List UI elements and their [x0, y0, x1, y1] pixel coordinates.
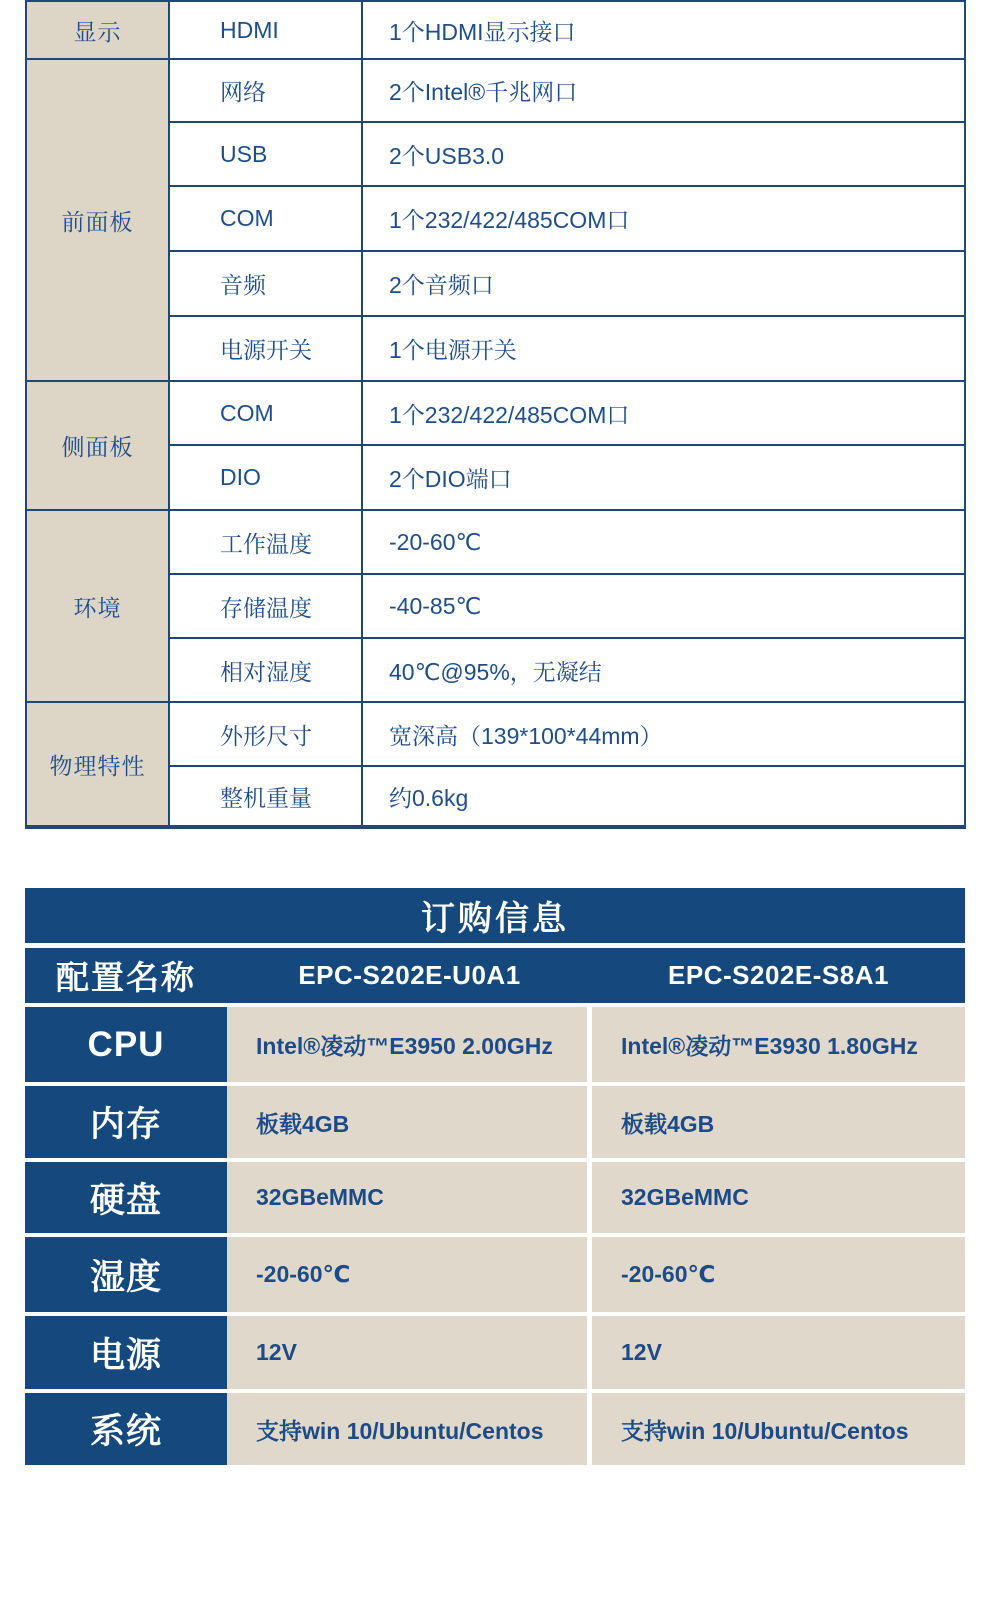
row-value-a: 12V	[227, 1316, 592, 1389]
spec-table	[25, 0, 966, 829]
row-value-a: -20-60℃	[227, 1237, 592, 1312]
order-row-cpu	[25, 1007, 965, 1082]
spec-item: COM	[170, 187, 363, 252]
order-row-memory	[25, 1086, 965, 1158]
config-name-label: 配置名称	[56, 959, 196, 996]
spec-category-environment: 环境	[27, 511, 170, 703]
spec-value: 2个DIO端口	[363, 446, 964, 511]
row-label: 硬盘	[25, 1162, 227, 1233]
spec-item: 相对湿度	[170, 639, 363, 703]
spec-value: 1个HDMI显示接口	[363, 2, 964, 60]
spec-category-physical: 物理特性	[27, 703, 170, 827]
spec-item: HDMI	[170, 2, 363, 60]
spec-item: DIO	[170, 446, 363, 511]
model-b-name: EPC-S202E-S8A1	[668, 960, 889, 990]
row-label: 湿度	[25, 1237, 227, 1312]
row-label: CPU	[25, 1007, 227, 1082]
spec-category-front-panel: 前面板	[27, 60, 170, 382]
spec-item: 网络	[170, 60, 363, 123]
spec-item: USB	[170, 123, 363, 187]
row-value-b: 支持win 10/Ubuntu/Centos	[592, 1393, 965, 1465]
row-label: 电源	[25, 1316, 227, 1389]
spec-value: 1个232/422/485COM口	[363, 187, 964, 252]
spec-category-side-panel: 侧面板	[27, 382, 170, 511]
row-value-b: 12V	[592, 1316, 965, 1389]
spec-category-display: 显示	[27, 2, 170, 60]
spec-item: 电源开关	[170, 317, 363, 382]
order-row-humidity	[25, 1237, 965, 1312]
row-label: 内存	[25, 1086, 227, 1158]
row-value-a: 支持win 10/Ubuntu/Centos	[227, 1393, 592, 1465]
spec-value: 1个电源开关	[363, 317, 964, 382]
spec-item: 整机重量	[170, 767, 363, 827]
spec-item: 工作温度	[170, 511, 363, 575]
order-row-storage	[25, 1162, 965, 1233]
order-table-title: 订购信息	[25, 888, 965, 943]
spec-item: 存储温度	[170, 575, 363, 639]
spec-value: 2个USB3.0	[363, 123, 964, 187]
row-label: 系统	[25, 1393, 227, 1465]
order-row-os	[25, 1393, 965, 1465]
spec-value: 2个Intel®千兆网口	[363, 60, 964, 123]
spec-value: -40-85℃	[363, 575, 964, 639]
row-value-b: 板载4GB	[592, 1086, 965, 1158]
spec-value: 40℃@95%，无凝结	[363, 639, 964, 703]
model-a-name: EPC-S202E-U0A1	[298, 960, 521, 990]
spec-value: 宽深高（139*100*44mm）	[363, 703, 964, 767]
spec-value: 2个音频口	[363, 252, 964, 317]
order-table	[25, 888, 965, 1469]
row-value-a: Intel®凌动™E3950 2.00GHz	[227, 1007, 592, 1082]
spec-item: 音频	[170, 252, 363, 317]
row-value-b: 32GBeMMC	[592, 1162, 965, 1233]
spec-item: COM	[170, 382, 363, 446]
row-value-b: Intel®凌动™E3930 1.80GHz	[592, 1007, 965, 1082]
spec-value: 1个232/422/485COM口	[363, 382, 964, 446]
spec-value: -20-60℃	[363, 511, 964, 575]
spec-value: 约0.6kg	[363, 767, 964, 827]
spec-item: 外形尺寸	[170, 703, 363, 767]
row-value-a: 32GBeMMC	[227, 1162, 592, 1233]
row-value-b: -20-60℃	[592, 1237, 965, 1312]
order-table-header	[25, 948, 965, 1003]
order-row-power	[25, 1316, 965, 1389]
row-value-a: 板载4GB	[227, 1086, 592, 1158]
